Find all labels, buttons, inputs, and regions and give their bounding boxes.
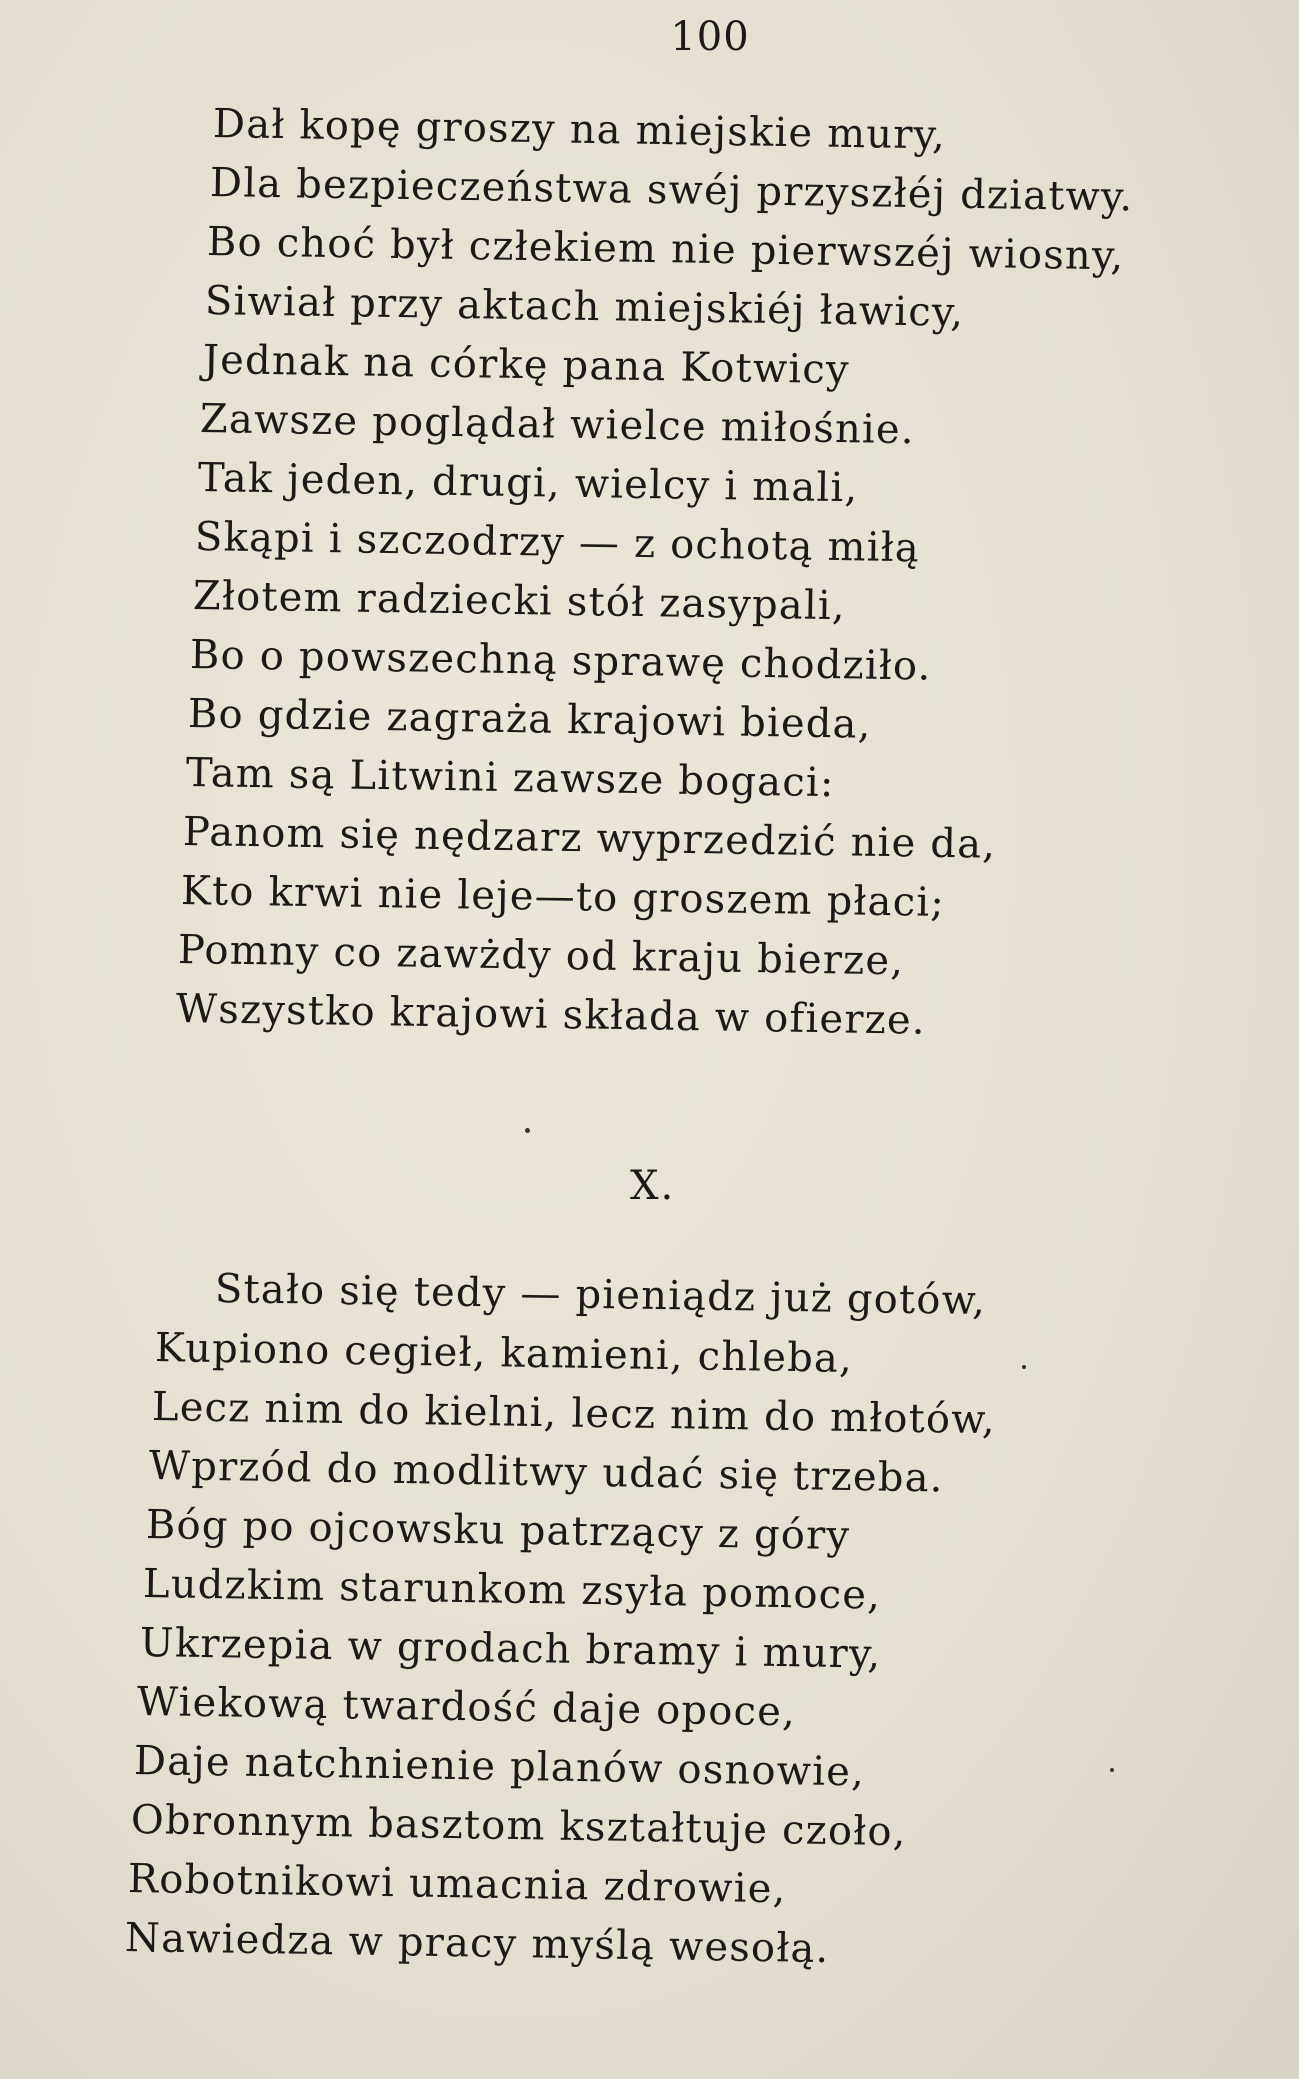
page-number: 100 bbox=[670, 14, 750, 60]
verse-line: Ludzkim starunkom zsyła pomoce, bbox=[142, 1561, 882, 1619]
verse-line: Bo gdzie zagraża krajowi bieda, bbox=[187, 691, 872, 748]
verse-line: Zawsze poglądał wielce miłośnie. bbox=[199, 396, 916, 454]
verse-line: Tak jeden, drugi, wielcy i mali, bbox=[197, 455, 859, 512]
ink-speck bbox=[1110, 1768, 1114, 1772]
verse-line: Pomny co zawżdy od kraju bierze, bbox=[177, 927, 905, 985]
verse-line: Bóg po ojcowsku patrzący z góry bbox=[145, 1502, 851, 1560]
verse-line: Obronnym basztom kształtuje czoło, bbox=[130, 1797, 907, 1856]
section-heading: X. bbox=[630, 1163, 676, 1209]
verse-line: Robotnikowi umacnia zdrowie, bbox=[127, 1856, 787, 1913]
verse-line: Dał kopę groszy na miejskie mury, bbox=[212, 101, 947, 159]
verse-line: Kupiono cegieł, kamieni, chleba, bbox=[154, 1325, 854, 1382]
verse-line: Tam są Litwini zawsze bogaci: bbox=[185, 750, 835, 807]
stanza-first bbox=[0, 95, 1134, 1044]
stanza-second bbox=[0, 1260, 997, 1973]
ink-speck bbox=[525, 1128, 530, 1133]
verse-line: Skąpi i szczodrzy — z ochotą miłą bbox=[194, 514, 921, 572]
verse-line: Bo choć był człekiem nie pierwszéj wiosny, bbox=[206, 219, 1125, 280]
verse-line: Ukrzepia w grodach bramy i mury, bbox=[139, 1620, 882, 1678]
verse-line: Kto krwi nie leje—to groszem płaci; bbox=[180, 868, 946, 926]
ink-speck bbox=[1022, 1365, 1026, 1369]
verse-line: Wprzód do modlitwy udać się trzeba. bbox=[148, 1443, 944, 1502]
verse-line: Panom się nędzarz wyprzedzić nie da, bbox=[182, 809, 997, 868]
verse-line: Jednak na córkę pana Kotwicy bbox=[202, 337, 851, 394]
verse-line: Wszystko krajowi składa w ofierze. bbox=[175, 986, 927, 1044]
verse-line: Nawiedza w pracy myślą wesołą. bbox=[124, 1915, 830, 1973]
verse-line: Bo o powszechną sprawę chodziło. bbox=[189, 632, 932, 690]
verse-line: Wiekową twardość daje opoce, bbox=[136, 1679, 797, 1736]
verse-line: Lecz nim do kielni, lecz nim do młotów, bbox=[151, 1384, 997, 1444]
verse-line: Daje natchnienie planów osnowie, bbox=[133, 1738, 866, 1796]
verse-line: Stało się tedy — pieniądz już gotów, bbox=[214, 1266, 987, 1325]
verse-line: Złotem radziecki stół zasypali, bbox=[192, 573, 847, 630]
verse-line: Dla bezpieczeństwa swéj przyszłéj dziatwy. bbox=[209, 160, 1134, 221]
verse-line: Siwiał przy aktach miejskiéj ławicy, bbox=[204, 278, 965, 336]
